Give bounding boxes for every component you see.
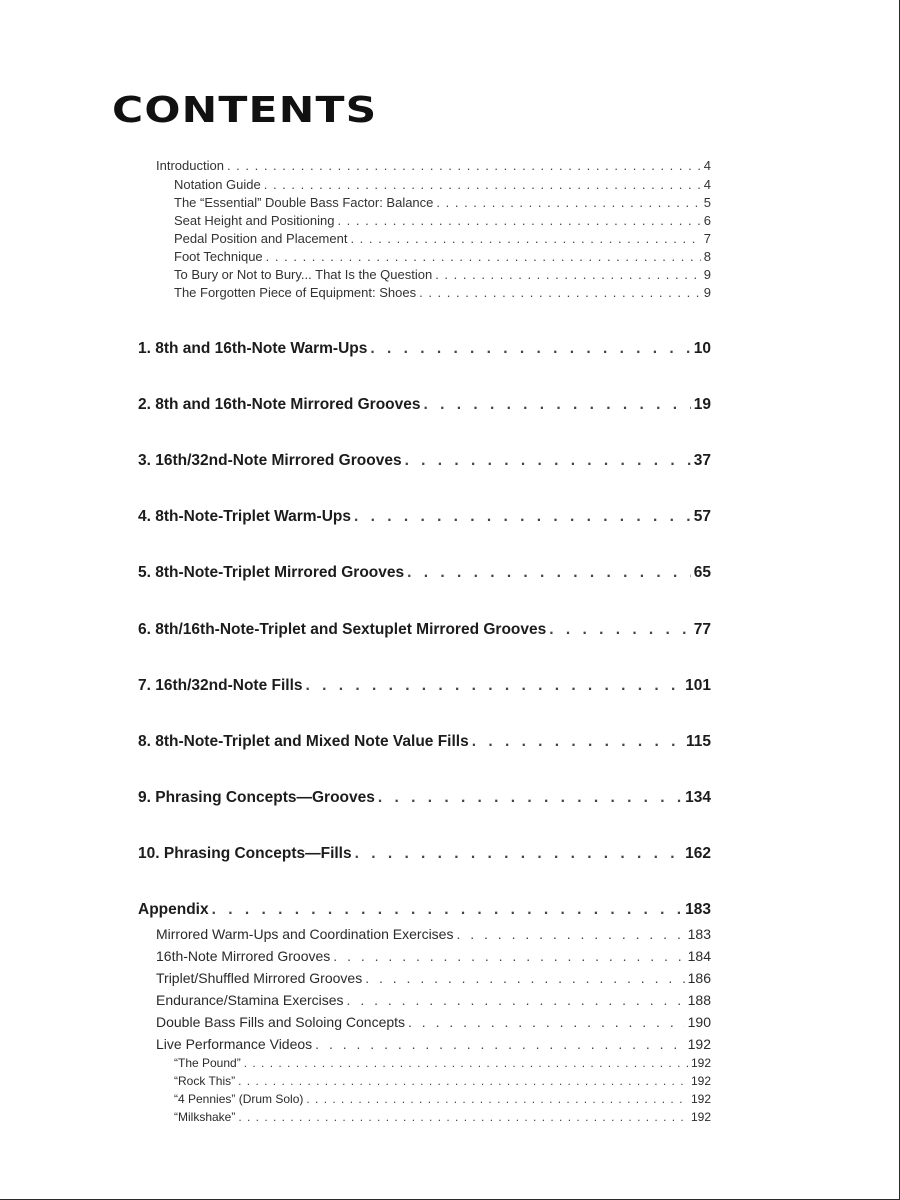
toc-appendix-label: Appendix — [138, 901, 209, 918]
toc-chapter — [138, 452, 711, 470]
toc-appendix-subentry — [156, 948, 711, 964]
toc-chapter-label: 2. 8th and 16th-Note Mirrored Grooves — [138, 396, 421, 413]
toc-entry-page: 188 — [687, 992, 711, 1008]
toc-entry-page: 9 — [703, 267, 711, 282]
toc-leader-dots — [350, 231, 700, 246]
toc-entry-page: 184 — [687, 948, 711, 964]
toc-chapter-page: 101 — [685, 677, 711, 694]
toc-chapter — [138, 845, 711, 863]
toc-chapter-page: 77 — [693, 621, 711, 638]
toc-leader-dots — [266, 249, 701, 264]
toc-subentry — [174, 177, 711, 192]
toc-entry-label: Notation Guide — [174, 177, 261, 192]
toc-leader-dots — [306, 677, 683, 695]
toc-leader-dots — [238, 1074, 688, 1088]
toc-chapter-label: 9. Phrasing Concepts—Grooves — [138, 789, 375, 806]
toc-leader-dots — [306, 1092, 688, 1106]
toc-entry-label: Seat Height and Positioning — [174, 213, 335, 228]
toc-chapter-page: 57 — [693, 508, 711, 525]
toc-subentry — [174, 285, 711, 300]
toc-video-entry — [174, 1110, 711, 1124]
toc-chapter — [138, 564, 711, 582]
toc-entry-label: Mirrored Warm-Ups and Coordination Exercises — [156, 926, 454, 942]
toc-appendix-page: 183 — [685, 901, 711, 918]
toc-entry-page: 4 — [703, 177, 711, 192]
toc-entry-page: 4 — [703, 158, 711, 173]
toc-leader-dots — [238, 1110, 688, 1124]
toc-chapter — [138, 508, 711, 526]
toc-leader-dots — [315, 1036, 684, 1052]
toc-chapter-label: 6. 8th/16th-Note-Triplet and Sextuplet Mirrored Grooves — [138, 621, 547, 638]
toc-chapter-page: 19 — [693, 396, 711, 413]
toc-entry-introduction — [156, 158, 711, 173]
toc-entry-label: Triplet/Shuffled Mirrored Grooves — [156, 970, 363, 986]
toc-leader-dots — [354, 508, 691, 526]
toc-entry-page: 192 — [687, 1036, 711, 1052]
toc-chapter-label: 4. 8th-Note-Triplet Warm-Ups — [138, 508, 351, 525]
toc-leader-dots — [378, 789, 682, 807]
toc-entry-label: To Bury or Not to Bury... That Is the Question — [174, 267, 433, 282]
toc-chapter-page: 115 — [685, 733, 711, 750]
toc-chapter-label: 8. 8th-Note-Triplet and Mixed Note Value Fills — [138, 733, 469, 750]
toc-chapter — [138, 621, 711, 639]
toc-chapter — [138, 677, 711, 695]
toc-entry-page: 5 — [703, 195, 711, 210]
toc-chapter — [138, 789, 711, 807]
toc-leader-dots — [244, 1056, 688, 1070]
toc-entry-page: 6 — [703, 213, 711, 228]
toc-chapter — [138, 733, 711, 751]
toc-entry-page: 190 — [687, 1014, 711, 1030]
toc-chapter-page: 65 — [693, 564, 711, 581]
toc-chapter — [138, 340, 711, 358]
toc-leader-dots — [424, 396, 691, 414]
toc-leader-dots — [347, 992, 685, 1008]
toc-entry-label: The Forgotten Piece of Equipment: Shoes — [174, 285, 417, 300]
toc-entry-page: 9 — [703, 285, 711, 300]
toc-leader-dots — [456, 926, 684, 942]
toc-video-entry — [174, 1074, 711, 1088]
toc-appendix — [138, 901, 711, 919]
toc-entry-label: Double Bass Fills and Soloing Concepts — [156, 1014, 406, 1030]
toc-leader-dots — [355, 845, 683, 863]
toc-entry-label: Foot Technique — [174, 249, 263, 264]
toc-entry-page: 192 — [690, 1092, 711, 1106]
toc-subentry — [174, 249, 711, 264]
toc-leader-dots — [370, 340, 690, 358]
toc-entry-page: 7 — [703, 231, 711, 246]
toc-leader-dots — [227, 158, 701, 173]
toc-appendix-subentry — [156, 970, 711, 986]
toc-leader-dots — [419, 285, 701, 300]
toc-leader-dots — [365, 970, 684, 986]
toc-entry-label: “Milkshake” — [174, 1110, 236, 1124]
toc-leader-dots — [472, 733, 683, 751]
toc-entry-page: 192 — [690, 1074, 711, 1088]
toc-chapter-label: 7. 16th/32nd-Note Fills — [138, 677, 303, 694]
toc-subentry — [174, 195, 711, 210]
toc-entry-label: Live Performance Videos — [156, 1036, 313, 1052]
toc-leader-dots — [436, 195, 700, 210]
toc-entry-page: 183 — [687, 926, 711, 942]
toc-leader-dots — [549, 621, 691, 639]
toc-subentry — [174, 213, 711, 228]
toc-entry-page: 186 — [687, 970, 711, 986]
toc-leader-dots — [337, 213, 700, 228]
toc-chapter-label: 1. 8th and 16th-Note Warm-Ups — [138, 340, 368, 357]
toc-entry-label: “The Pound” — [174, 1056, 241, 1070]
toc-leader-dots — [405, 452, 691, 470]
toc-chapter — [138, 396, 711, 414]
toc-appendix-subentry — [156, 1036, 711, 1052]
toc-video-entry — [174, 1092, 711, 1106]
toc-subentry — [174, 231, 711, 246]
toc-leader-dots — [212, 901, 683, 919]
toc-chapter-label: 10. Phrasing Concepts—Fills — [138, 845, 352, 862]
toc-appendix-subentry — [156, 926, 711, 942]
toc-chapter-page: 162 — [685, 845, 711, 862]
toc-leader-dots — [264, 177, 701, 192]
toc-leader-dots — [435, 267, 701, 282]
toc-entry-page: 8 — [703, 249, 711, 264]
toc-chapter-label: 3. 16th/32nd-Note Mirrored Grooves — [138, 452, 402, 469]
toc-chapter-label: 5. 8th-Note-Triplet Mirrored Grooves — [138, 564, 405, 581]
toc-entry-label: Pedal Position and Placement — [174, 231, 348, 246]
toc-leader-dots — [407, 564, 691, 582]
toc-chapter-page: 37 — [693, 452, 711, 469]
page-title: CONTENTS — [112, 90, 378, 131]
toc-entry-label: Endurance/Stamina Exercises — [156, 992, 344, 1008]
toc-entry-page: 192 — [690, 1110, 711, 1124]
toc-entry-label: “4 Pennies” (Drum Solo) — [174, 1092, 304, 1106]
toc-entry-page: 192 — [690, 1056, 711, 1070]
toc-leader-dots — [333, 948, 684, 964]
toc-entry-label: “Rock This” — [174, 1074, 236, 1088]
toc-appendix-subentry — [156, 1014, 711, 1030]
toc-appendix-subentry — [156, 992, 711, 1008]
toc-subentry — [174, 267, 711, 282]
toc-entry-label: Introduction — [156, 158, 224, 173]
toc-leader-dots — [408, 1014, 685, 1030]
toc-video-entry — [174, 1056, 711, 1070]
toc-entry-label: 16th-Note Mirrored Grooves — [156, 948, 331, 964]
toc-entry-label: The “Essential” Double Bass Factor: Balance — [174, 195, 434, 210]
toc-chapter-page: 134 — [685, 789, 711, 806]
toc-chapter-page: 10 — [693, 340, 711, 357]
